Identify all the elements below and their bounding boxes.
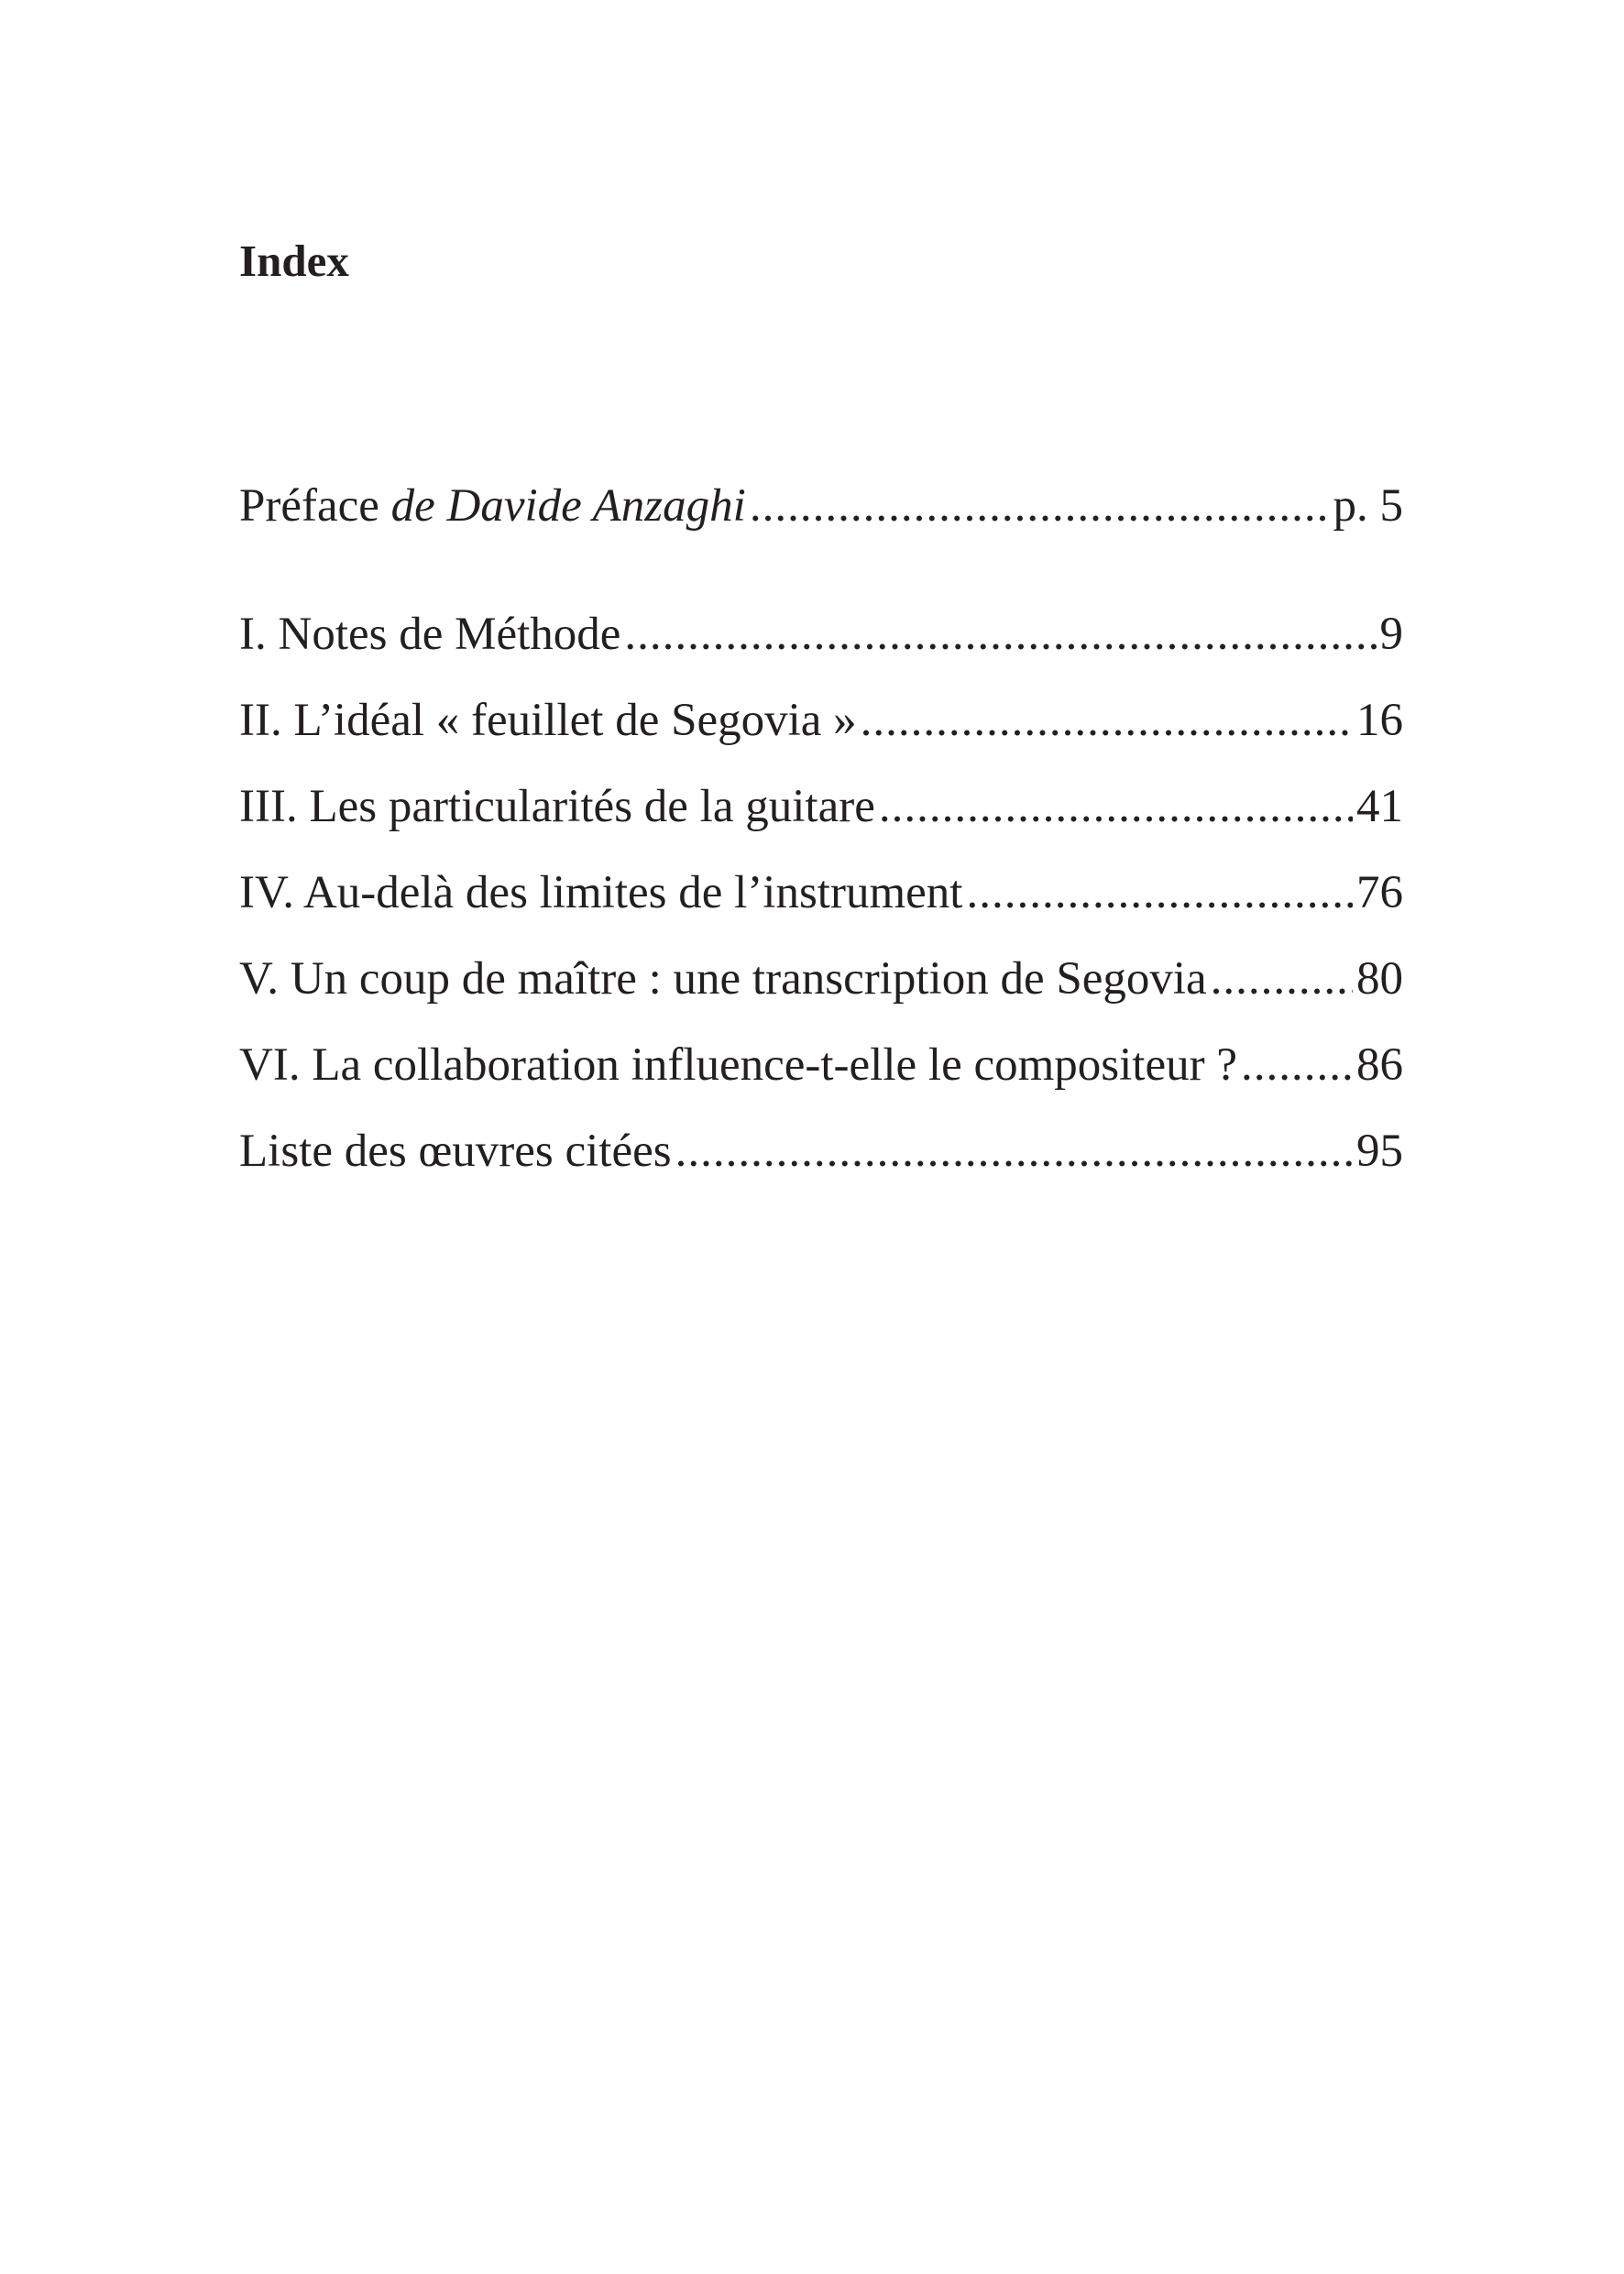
- toc-entry-title: Liste des œuvres citées: [239, 1126, 672, 1177]
- dot-leader: [966, 850, 1353, 936]
- toc-entry-page: 86: [1356, 1039, 1403, 1091]
- preface-author: de Davide Anzaghi: [390, 480, 746, 532]
- dot-leader: [750, 463, 1330, 549]
- toc-entry-title: II. L’idéal « feuillet de Segovia »: [239, 695, 857, 746]
- toc-entry-title: I. Notes de Méthode: [239, 609, 621, 660]
- toc-entry-page: 76: [1356, 867, 1403, 918]
- toc-entry: [239, 1022, 1403, 1108]
- toc-entry-page: 80: [1356, 953, 1403, 1005]
- toc-entry-title: IV. Au-delà des limites de l’instrument: [239, 867, 963, 918]
- toc-entry-title: III. Les particularités de la guitare: [239, 781, 875, 832]
- toc-entry-page: 41: [1356, 781, 1403, 832]
- page-title: Index: [239, 236, 349, 286]
- dot-leader: [624, 591, 1376, 677]
- dot-leader: [879, 763, 1353, 850]
- toc-entry-page: p. 5: [1333, 480, 1403, 532]
- toc-entry: [239, 1108, 1403, 1194]
- toc-entry-page: 9: [1379, 609, 1403, 660]
- table-of-contents: [239, 463, 1403, 1194]
- toc-entry: [239, 936, 1403, 1022]
- toc-entry: [239, 850, 1403, 936]
- toc-entry: [239, 763, 1403, 850]
- toc-entry-preface: [239, 463, 1403, 549]
- toc-entry: [239, 591, 1403, 677]
- toc-entry-page: 16: [1356, 695, 1403, 746]
- toc-entry-title: [239, 463, 746, 549]
- toc-entry-page: 95: [1356, 1126, 1403, 1177]
- dot-leader: [1241, 1022, 1353, 1108]
- dot-leader: [861, 677, 1353, 763]
- dot-leader: [1211, 936, 1353, 1022]
- preface-label: Préface: [239, 480, 379, 532]
- toc-entry-title: V. Un coup de maître : une transcription de Segovia: [239, 953, 1207, 1005]
- dot-leader: [675, 1108, 1353, 1194]
- toc-entry-title: VI. La collaboration influence-t-elle le compositeur ?: [239, 1039, 1237, 1091]
- toc-entry: [239, 677, 1403, 763]
